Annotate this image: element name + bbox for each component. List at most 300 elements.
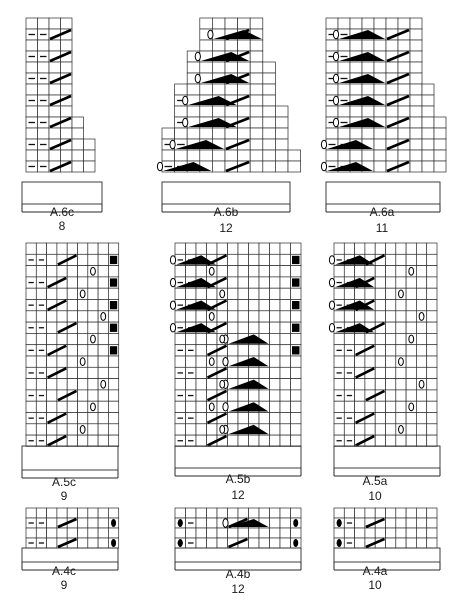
grid-cell: [26, 128, 38, 139]
grid-cell: [49, 84, 61, 95]
grid-cell: [67, 424, 77, 435]
grid-cell: [238, 84, 251, 95]
grid-cell: [344, 333, 354, 344]
yarn-over-symbol: [329, 324, 334, 332]
grid-cell: [61, 84, 73, 95]
grid-cell: [47, 322, 57, 333]
grid-cell: [410, 84, 422, 95]
grid-cell: [280, 508, 291, 518]
grid-cell: [57, 356, 67, 367]
yarn-over-symbol: [209, 267, 214, 275]
grid-cell: [396, 300, 406, 311]
grid-cell: [375, 528, 385, 538]
grid-cell: [61, 106, 73, 117]
grid-cell: [26, 40, 38, 51]
grid-cell: [344, 528, 354, 538]
grid-cell: [326, 128, 338, 139]
grid-cell: [57, 333, 67, 344]
grid-cell: [386, 150, 398, 161]
grid-cell: [238, 128, 251, 139]
grid-cell: [238, 150, 251, 161]
chart-a5b: [170, 243, 301, 476]
grid-cell: [365, 356, 375, 367]
grid-cell: [259, 322, 270, 333]
grid-cell: [38, 40, 50, 51]
grid-cell: [67, 243, 77, 254]
grid-cell: [249, 311, 260, 322]
grid-cell: [108, 508, 118, 518]
grid-cell: [365, 508, 375, 518]
grid-cell: [238, 62, 251, 73]
grid-cell: [406, 300, 416, 311]
grid-cell: [386, 84, 398, 95]
grid-cell: [406, 322, 416, 333]
grid-cell: [396, 390, 406, 401]
grid-cell: [212, 150, 225, 161]
grid-cell: [280, 367, 291, 378]
grid-cell: [47, 288, 57, 299]
grid-cell: [250, 18, 263, 29]
grid-cell: [67, 300, 77, 311]
grid-cell: [416, 424, 426, 435]
grid-cell: [88, 254, 98, 265]
grid-cell: [427, 508, 437, 518]
grid-cell: [98, 538, 108, 548]
grid-cell: [355, 311, 365, 322]
grid-cell: [259, 311, 270, 322]
grid-cell: [238, 40, 251, 51]
grid-cell: [398, 150, 410, 161]
no-stitch-square: [110, 324, 117, 332]
filled-oval-symbol: [178, 539, 183, 547]
grid-cell: [375, 367, 385, 378]
grid-cell: [338, 18, 350, 29]
grid-cell: [186, 379, 197, 390]
grid-cell: [410, 62, 422, 73]
grid-cell: [355, 356, 365, 367]
grid-cell: [416, 277, 426, 288]
grid-cell: [406, 435, 416, 446]
grid-cell: [98, 333, 108, 344]
grid-cell: [334, 311, 344, 322]
label-a6b-name: A.6b: [213, 205, 239, 219]
grid-cell: [67, 367, 77, 378]
grid-cell: [67, 435, 77, 446]
grid-cell: [427, 518, 437, 528]
grid-cell: [406, 367, 416, 378]
grid-cell: [365, 333, 375, 344]
yarn-over-symbol: [170, 278, 175, 286]
grid-cell: [396, 528, 406, 538]
grid-cell: [270, 356, 281, 367]
grid-cell: [275, 128, 288, 139]
grid-cell: [270, 277, 281, 288]
grid-cell: [98, 243, 108, 254]
repeat-box: [334, 548, 440, 562]
grid-cell: [207, 508, 218, 518]
grid-cell: [427, 435, 437, 446]
grid-cell: [416, 367, 426, 378]
grid-cell: [386, 518, 396, 528]
grid-cell: [280, 390, 291, 401]
grid-cell: [250, 139, 263, 150]
grid-cell: [334, 333, 344, 344]
yarn-over-symbol: [399, 290, 404, 298]
grid-cell: [280, 288, 291, 299]
grid-cell: [398, 40, 410, 51]
grid-cell: [196, 367, 207, 378]
grid-cell: [186, 243, 197, 254]
no-stitch-square: [292, 324, 300, 332]
grid-cell: [280, 243, 291, 254]
yarn-over-symbol: [223, 519, 228, 527]
grid-cell: [225, 106, 238, 117]
grid-cell: [365, 424, 375, 435]
grid-cell: [47, 390, 57, 401]
grid-cell: [98, 508, 108, 518]
grid-cell: [78, 390, 88, 401]
grid-cell: [175, 356, 186, 367]
grid-cell: [228, 345, 239, 356]
grid-cell: [26, 150, 38, 161]
grid-cell: [270, 528, 281, 538]
grid-cell: [88, 518, 98, 528]
grid-cell: [36, 528, 46, 538]
no-stitch-square: [292, 256, 300, 264]
grid-cell: [338, 40, 350, 51]
grid-cell: [386, 401, 396, 412]
yarn-over-symbol: [321, 162, 326, 170]
grid-cell: [427, 356, 437, 367]
grid-cell: [280, 277, 291, 288]
grid-cell: [78, 435, 88, 446]
grid-cell: [47, 243, 57, 254]
grid-cell: [275, 139, 288, 150]
grid-cell: [398, 128, 410, 139]
grid-cell: [406, 538, 416, 548]
grid-cell: [196, 401, 207, 412]
grid-cell: [270, 538, 281, 548]
grid-cell: [187, 62, 200, 73]
grid-cell: [326, 62, 338, 73]
grid-cell: [427, 288, 437, 299]
label-a4c-count: 9: [60, 578, 68, 592]
grid-cell: [263, 161, 276, 172]
grid-cell: [249, 538, 260, 548]
grid-cell: [263, 62, 276, 73]
grid-cell: [350, 62, 362, 73]
grid-cell: [228, 254, 239, 265]
grid-cell: [47, 424, 57, 435]
grid-cell: [88, 322, 98, 333]
yarn-over-symbol: [321, 140, 326, 148]
yarn-over-symbol: [329, 278, 334, 286]
grid-cell: [270, 322, 281, 333]
grid-cell: [416, 508, 426, 518]
yarn-over-symbol: [80, 290, 85, 298]
grid-cell: [259, 435, 270, 446]
grid-cell: [108, 356, 118, 367]
yarn-over-symbol: [183, 118, 188, 126]
grid-cell: [334, 243, 344, 254]
grid-cell: [374, 18, 386, 29]
grid-cell: [249, 300, 260, 311]
grid-cell: [212, 161, 225, 172]
grid-cell: [416, 345, 426, 356]
grid-cell: [344, 379, 354, 390]
grid-cell: [416, 518, 426, 528]
grid-cell: [238, 243, 249, 254]
grid-cell: [78, 311, 88, 322]
grid-cell: [365, 401, 375, 412]
grid-cell: [47, 528, 57, 538]
grid-cell: [175, 424, 186, 435]
grid-cell: [78, 518, 88, 528]
grid-cell: [263, 84, 276, 95]
grid-cell: [374, 84, 386, 95]
grid-cell: [250, 84, 263, 95]
grid-cell: [396, 243, 406, 254]
grid-cell: [57, 266, 67, 277]
chart-a5a: [329, 243, 440, 476]
grid-cell: [175, 311, 186, 322]
grid-cell: [355, 333, 365, 344]
grid-cell: [386, 538, 396, 548]
grid-cell: [355, 243, 365, 254]
grid-cell: [47, 266, 57, 277]
grid-cell: [196, 356, 207, 367]
grid-cell: [238, 508, 249, 518]
grid-cell: [57, 379, 67, 390]
grid-cell: [396, 401, 406, 412]
label-a6a-count: 11: [375, 221, 389, 235]
repeat-box: [22, 548, 118, 562]
grid-cell: [57, 311, 67, 322]
grid-cell: [386, 322, 396, 333]
grid-cell: [249, 322, 260, 333]
grid-cell: [291, 367, 302, 378]
grid-cell: [196, 538, 207, 548]
grid-cell: [355, 266, 365, 277]
grid-cell: [386, 128, 398, 139]
grid-cell: [386, 413, 396, 424]
grid-cell: [362, 62, 374, 73]
grid-cell: [61, 128, 73, 139]
grid-cell: [374, 128, 386, 139]
chart-a5c: [22, 243, 119, 478]
grid-cell: [249, 254, 260, 265]
filled-oval-symbol: [111, 519, 116, 527]
grid-cell: [355, 379, 365, 390]
grid-cell: [410, 106, 422, 117]
grid-cell: [175, 528, 186, 538]
grid-cell: [275, 117, 288, 128]
grid-cell: [398, 84, 410, 95]
grid-cell: [36, 311, 46, 322]
grid-cell: [374, 106, 386, 117]
grid-cell: [61, 18, 73, 29]
grid-cell: [427, 254, 437, 265]
grid-cell: [200, 18, 213, 29]
grid-cell: [186, 266, 197, 277]
grid-cell: [49, 62, 61, 73]
grid-cell: [61, 150, 73, 161]
grid-cell: [238, 266, 249, 277]
grid-cell: [386, 277, 396, 288]
grid-cell: [98, 254, 108, 265]
grid-cell: [375, 288, 385, 299]
grid-cell: [291, 243, 302, 254]
grid-cell: [196, 528, 207, 538]
grid-cell: [344, 424, 354, 435]
grid-cell: [250, 40, 263, 51]
grid-cell: [270, 508, 281, 518]
grid-cell: [386, 435, 396, 446]
grid-cell: [326, 106, 338, 117]
grid-cell: [259, 413, 270, 424]
grid-cell: [416, 401, 426, 412]
grid-cell: [249, 277, 260, 288]
grid-cell: [344, 508, 354, 518]
grid-cell: [416, 266, 426, 277]
grid-cell: [78, 254, 88, 265]
grid-cell: [326, 150, 338, 161]
grid-cell: [67, 356, 77, 367]
grid-cell: [386, 424, 396, 435]
repeat-box: [175, 548, 301, 562]
grid-cell: [398, 62, 410, 73]
grid-cell: [362, 150, 374, 161]
no-stitch-square: [110, 256, 117, 264]
grid-cell: [291, 333, 302, 344]
grid-cell: [98, 277, 108, 288]
grid-cell: [196, 243, 207, 254]
grid-cell: [375, 243, 385, 254]
grid-cell: [249, 266, 260, 277]
grid-cell: [334, 528, 344, 538]
grid-cell: [98, 367, 108, 378]
yarn-over-symbol: [333, 74, 338, 82]
grid-cell: [228, 508, 239, 518]
yarn-over-symbol: [399, 426, 404, 434]
grid-cell: [207, 424, 218, 435]
grid-cell: [410, 117, 422, 128]
grid-cell: [67, 311, 77, 322]
grid-cell: [196, 424, 207, 435]
filled-oval-symbol: [293, 539, 298, 547]
grid-cell: [84, 161, 96, 172]
label-a5b-count: 12: [231, 488, 245, 502]
grid-cell: [375, 300, 385, 311]
grid-cell: [72, 150, 84, 161]
grid-cell: [78, 266, 88, 277]
grid-cell: [375, 311, 385, 322]
grid-cell: [427, 243, 437, 254]
grid-cell: [422, 117, 434, 128]
grid-cell: [175, 84, 188, 95]
grid-cell: [38, 18, 50, 29]
grid-cell: [259, 390, 270, 401]
grid-cell: [61, 40, 73, 51]
grid-cell: [396, 538, 406, 548]
grid-cell: [280, 379, 291, 390]
grid-cell: [217, 243, 228, 254]
grid-cell: [344, 266, 354, 277]
grid-cell: [207, 379, 218, 390]
grid-cell: [250, 117, 263, 128]
grid-cell: [334, 288, 344, 299]
yarn-over-symbol: [333, 52, 338, 60]
grid-cell: [67, 413, 77, 424]
grid-cell: [47, 518, 57, 528]
label-a6b-count: 12: [219, 221, 233, 235]
grid-cell: [270, 390, 281, 401]
grid-cell: [225, 128, 238, 139]
grid-cell: [98, 322, 108, 333]
grid-cell: [228, 435, 239, 446]
grid-cell: [217, 508, 228, 518]
grid-cell: [67, 508, 77, 518]
grid-cell: [338, 62, 350, 73]
grid-cell: [355, 390, 365, 401]
grid-cell: [175, 150, 188, 161]
grid-cell: [275, 106, 288, 117]
grid-cell: [288, 161, 301, 172]
grid-cell: [422, 95, 434, 106]
grid-cell: [108, 390, 118, 401]
grid-cell: [434, 139, 446, 150]
grid-cell: [212, 40, 225, 51]
grid-cell: [26, 62, 38, 73]
grid-cell: [57, 424, 67, 435]
grid-cell: [427, 424, 437, 435]
grid-cell: [396, 508, 406, 518]
grid-cell: [386, 18, 398, 29]
grid-cell: [238, 345, 249, 356]
grid-cell: [47, 508, 57, 518]
grid-cell: [98, 424, 108, 435]
label-a4b-count: 12: [231, 582, 245, 596]
grid-cell: [416, 528, 426, 538]
grid-cell: [334, 401, 344, 412]
grid-cell: [26, 266, 36, 277]
grid-cell: [386, 367, 396, 378]
grid-cell: [98, 401, 108, 412]
grid-cell: [386, 254, 396, 265]
grid-cell: [200, 150, 213, 161]
grid-cell: [362, 128, 374, 139]
grid-cell: [88, 311, 98, 322]
grid-cell: [427, 300, 437, 311]
yarn-over-symbol: [170, 301, 175, 309]
grid-cell: [270, 379, 281, 390]
grid-cell: [386, 243, 396, 254]
grid-cell: [280, 266, 291, 277]
grid-cell: [162, 150, 175, 161]
grid-cell: [49, 128, 61, 139]
grid-cell: [416, 333, 426, 344]
grid-cell: [375, 508, 385, 518]
grid-cell: [108, 435, 118, 446]
grid-cell: [36, 333, 46, 344]
grid-cell: [410, 161, 422, 172]
grid-cell: [88, 379, 98, 390]
grid-cell: [338, 128, 350, 139]
grid-cell: [259, 300, 270, 311]
grid-cell: [386, 40, 398, 51]
grid-cell: [396, 379, 406, 390]
grid-cell: [386, 333, 396, 344]
